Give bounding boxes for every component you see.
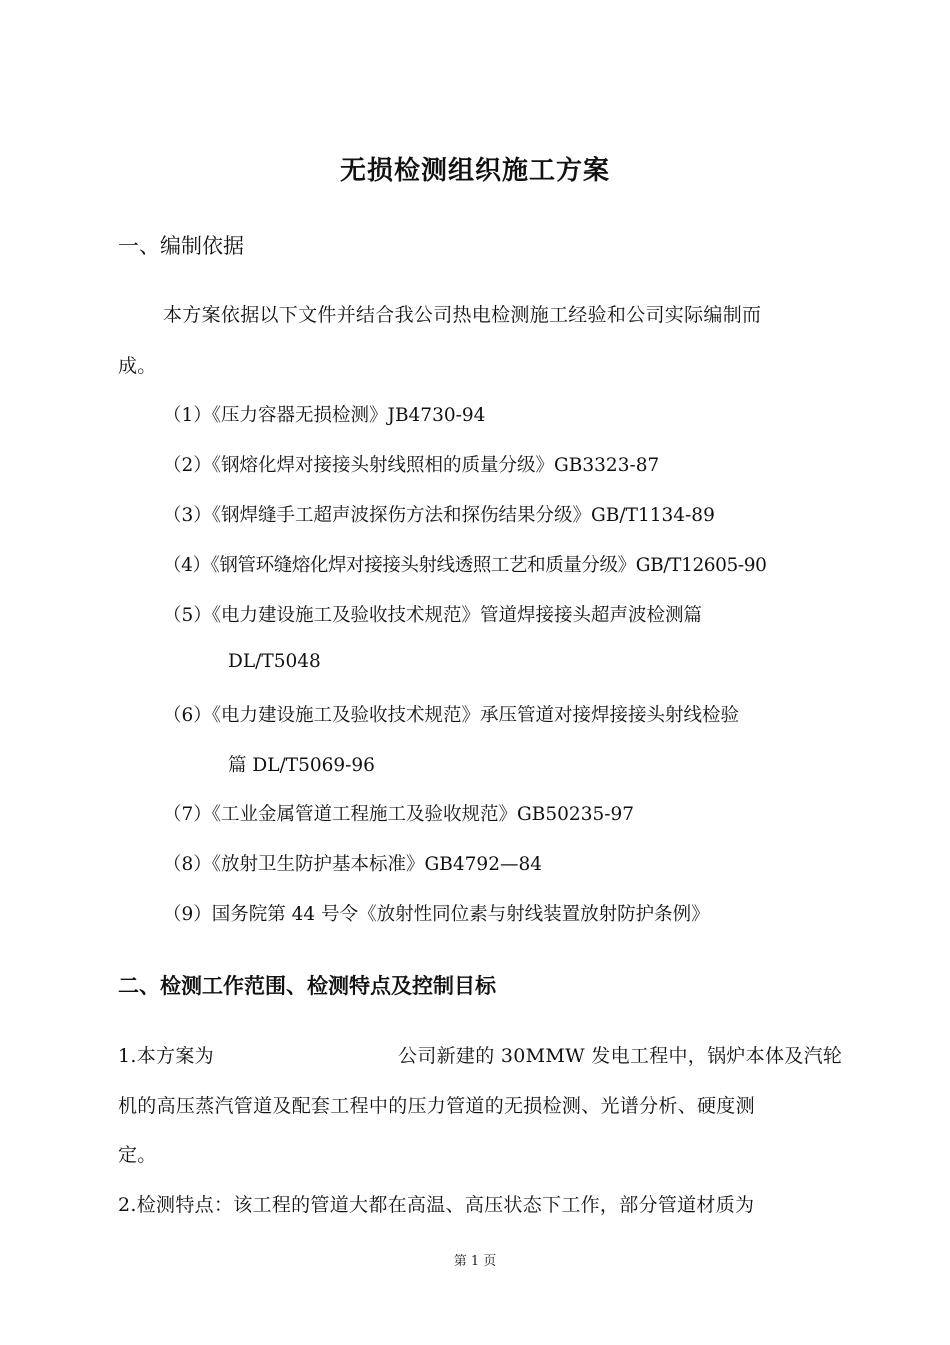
section-2-heading: 二、检测工作范围、检测特点及控制目标 — [118, 974, 496, 998]
reference-item-9: （9）国务院第 44 号令《放射性同位素与射线装置放射防护条例》 — [163, 904, 710, 925]
scope-paragraph-line-3: 定。 — [118, 1144, 157, 1166]
reference-item-6: （6）《电力建设施工及验收技术规范》承压管道对接焊接接头射线检验 — [163, 705, 740, 726]
reference-item-1: （1）《压力容器无损检测》JB4730-94 — [163, 405, 486, 426]
scope-paragraph-line-2: 机的高压蒸汽管道及配套工程中的压力管道的无损检测、光谱分析、硬度测 — [118, 1095, 755, 1117]
reference-item-2: （2）《钢熔化焊对接接头射线照相的质量分级》GB3323-87 — [163, 455, 660, 476]
reference-item-5: （5）《电力建设施工及验收技术规范》管道焊接接头超声波检测篇 — [163, 605, 703, 626]
intro-paragraph-line-1: 本方案依据以下文件并结合我公司热电检测施工经验和公司实际编制而 — [163, 304, 762, 326]
scope-paragraph-line-1-end: 公司新建的 30MMW 发电工程中，锅炉本体及汽轮 — [398, 1045, 843, 1067]
reference-item-4: （4）《钢管环缝熔化焊对接接头射线透照工艺和质量分级》GB/T12605-90 — [163, 555, 767, 576]
scope-paragraph-line-1-start: 1.本方案为 — [118, 1045, 214, 1067]
features-paragraph-line-1: 2.检测特点：该工程的管道大都在高温、高压状态下工作，部分管道材质为 — [118, 1194, 755, 1216]
section-1-heading: 一、编制依据 — [118, 234, 244, 258]
reference-item-8: （8）《放射卫生防护基本标准》GB4792—84 — [163, 854, 543, 875]
intro-paragraph-line-2: 成。 — [118, 355, 157, 377]
document-title: 无损检测组织施工方案 — [339, 156, 610, 186]
reference-item-3: （3）《钢焊缝手工超声波探伤方法和探伤结果分级》GB/T1134-89 — [163, 505, 715, 526]
reference-item-7: （7）《工业金属管道工程施工及验收规范》GB50235-97 — [163, 804, 635, 825]
page-number-footer: 第 1 页 — [453, 1254, 497, 1269]
reference-item-5-continuation: DL/T5048 — [228, 651, 321, 672]
reference-item-6-continuation: 篇 DL/T5069-96 — [228, 755, 375, 776]
